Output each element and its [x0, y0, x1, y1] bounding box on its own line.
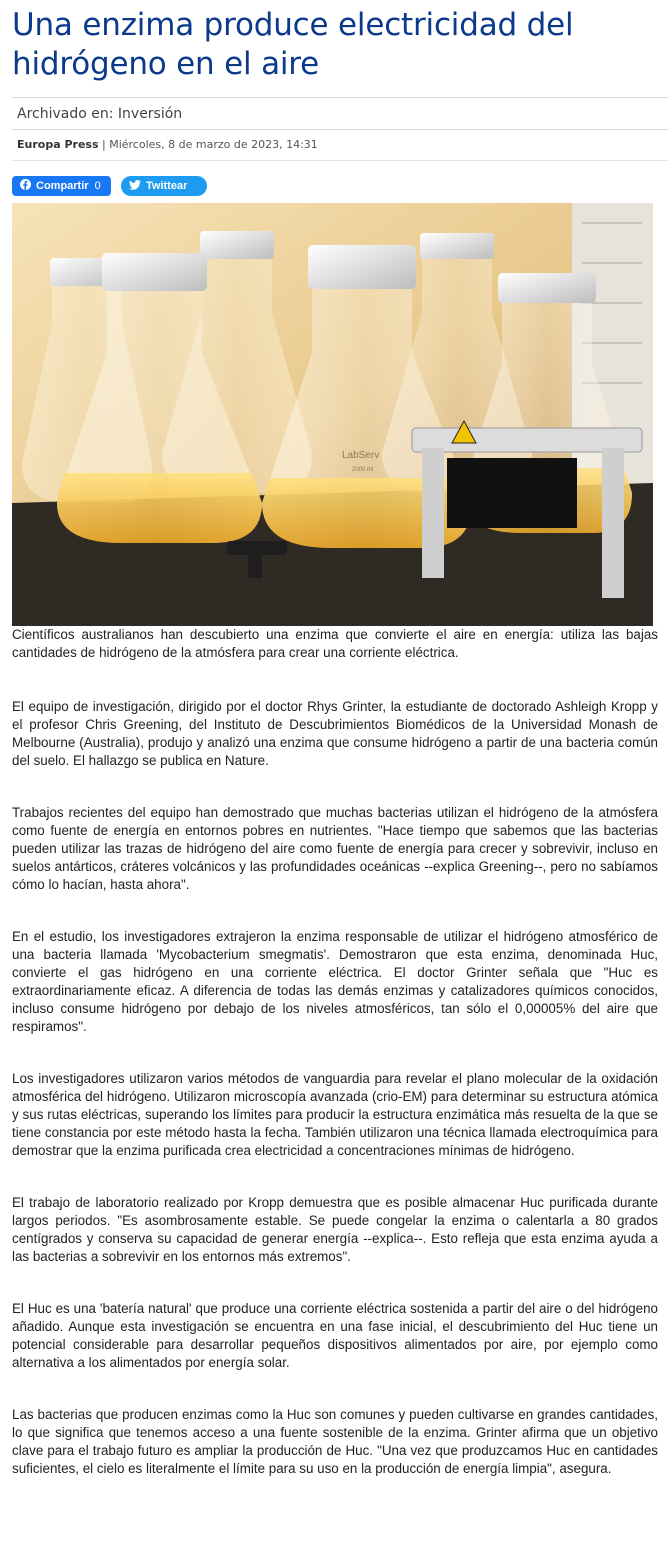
- facebook-icon: [20, 179, 31, 193]
- twitter-share-button[interactable]: [121, 176, 207, 196]
- article-body: [12, 626, 658, 1512]
- twitter-share-label: Twittear: [146, 180, 188, 192]
- article-paragraph: El equipo de investigación, dirigido por el doctor Rhys Grinter, la estudiante de doctorado Ashleigh Kropp y el profesor Chris Greening, del Instituto de Descubrimientos Biomédicos de la Universidad Monash de Melbourne (Australia), produjo y analizó una enzima que consume hidrógeno a partir de una bacteria común del suelo. El hallazgo se publica en Nature.: [12, 699, 658, 768]
- byline-date: Miércoles, 8 de marzo de 2023, 14:31: [109, 138, 318, 151]
- article-paragraph: Las bacterias que producen enzimas como la Huc son comunes y pueden cultivarse en grandes cantidades, lo que significa que tenemos acceso a una fuente sostenible de la enzima. Grinter afirma que un objetivo clave para el trabajo futuro es ampliar la producción de Huc. "Una vez que produzcamos Huc en cantidades suficientes, el cielo es literalmente el límite para su uso en la producción de energía limpia", asegura.: [12, 1407, 658, 1476]
- article-paragraph: Trabajos recientes del equipo han demostrado que muchas bacterias utilizan el hidrógeno de la atmósfera como fuente de energía en entornos pobres en nutrientes. "Hace tiempo que sabemos que las bacterias pueden utilizar las trazas de hidrógeno del aire como fuente de energía para crecer y sobrevivir, incluso en suelos antárticos, cráteres volcánicos y las profundidades oceánicas --explica Greening--, pero no sabíamos cómo lo hacían, hasta ahora".: [12, 805, 658, 892]
- flask-volume: 2000 ml: [352, 467, 374, 473]
- article-paragraph: En el estudio, los investigadores extrajeron la enzima responsable de utilizar el hidrógeno atmosférico de una bacteria llamada 'Mycobacterium smegmatis'. Demostraron que esta enzima, denominada Huc, convierte el gas hidrógeno en una corriente eléctrica. El doctor Grinter señala que "Huc es extraordinariamente eficaz. A diferencia de todas las demás enzimas y catalizadores químicos conocidos, incluso consume hidrógeno por debajo de los niveles atmosféricos, tan sólo el 0,00005% del aire que respiramos".: [12, 929, 658, 1034]
- byline-separator: |: [102, 138, 110, 151]
- article-paragraph: Los investigadores utilizaron varios métodos de vanguardia para revelar el plano molecular de la oxidación atmosférica del hidrógeno. Utilizaron microscopía avanzada (crio-EM) para determinar su estructura atómica y sus rutas eléctricas, superando los límites para producir la estructura enzimática más resuelta de la que se tiene constancia por este método hasta la fecha. También utilizaron una técnica llamada electroquímica para demostrar que la enzima purificada crea electricidad a concentraciones mínimas de hidrógeno.: [12, 1071, 658, 1158]
- article-paragraph: El Huc es una 'batería natural' que produce una corriente eléctrica sostenida a partir del aire o del hidrógeno añadido. Aunque esta investigación se encuentra en una fase inicial, el descubrimiento del Huc tiene un potencial considerable para desarrollar pequeños dispositivos alimentados por aire, por ejemplo como alternativa a los alimentados por energía solar.: [12, 1301, 658, 1370]
- article-paragraph: El trabajo de laboratorio realizado por Kropp demuestra que es posible almacenar Huc purificada durante largos periodos. "Es asombrosamente estable. Se puede congelar la enzima o calentarla a 80 grados centígrados y conserva su capacidad de generar energía --explica--. Esto refleja que esta enzima ayuda a las bacterias a sobrevivir en los entornos más extremos".: [12, 1195, 658, 1264]
- archived-category[interactable]: Archivado en: Inversión: [17, 106, 183, 122]
- facebook-share-label: Compartir: [36, 180, 89, 192]
- facebook-share-button[interactable]: [12, 176, 111, 196]
- divider: [12, 129, 668, 130]
- article-photo: [12, 203, 653, 626]
- divider: [12, 97, 668, 98]
- divider: [12, 160, 668, 161]
- facebook-share-count: 0: [94, 180, 101, 192]
- article-title: Una enzima produce electricidad del hidrógeno en el aire: [12, 7, 574, 82]
- flask-label: LabServ: [342, 450, 380, 461]
- byline: [17, 138, 318, 151]
- article-paragraph: Científicos australianos han descubierto una enzima que convierte el aire en energía: utiliza las bajas cantidades de hidrógeno de la atmósfera para crear una corriente eléctrica.: [12, 627, 658, 660]
- twitter-icon: [129, 180, 141, 193]
- byline-source: Europa Press: [17, 138, 99, 151]
